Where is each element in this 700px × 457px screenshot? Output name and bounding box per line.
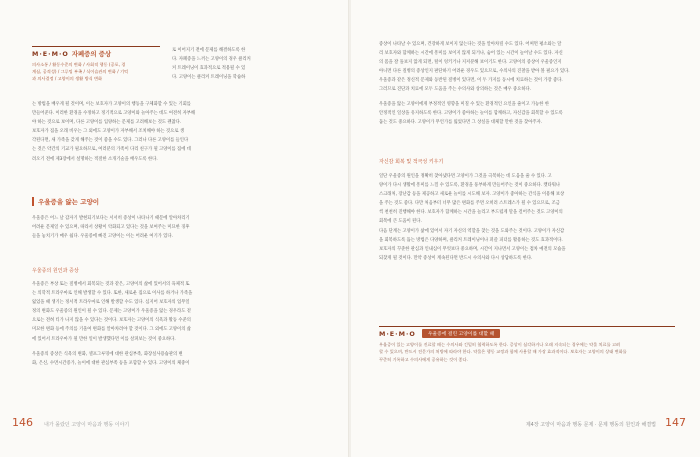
- body-line: 들을 놓치기가 매우 쉽다. 우울증에 빠진 고양이는 이는 어려운 여기가 있다.: [32, 234, 173, 240]
- body-line: 야 하는 것으로 보이며, 다른 고양이를 입양하는 문제를 고려해보는 것도 괜찮다.: [32, 120, 182, 126]
- body-top-right: [172, 46, 324, 82]
- body-line: 정의 변화도 우울증의 원인이 될 수 있다. 문제는 고양이가 우울증을 앓는 경우라도 겉: [32, 309, 191, 315]
- body-line: 우울증을 앓는 고양이에게 부정적인 영향을 미칠 수 있는 환경적인 요인을 줄이고 가능한 한: [379, 102, 549, 107]
- body-line: 커 트레이닝이 효과적으로 적용될 수 있: [172, 66, 246, 72]
- body-mid: [379, 100, 675, 127]
- body-line: 일단 우울증의 원인을 정확히 찾아냈다면 고양이가 그것을 극복하는 데 도움을 줄 수 있다. 고: [379, 174, 552, 179]
- body-line: 는 것은 약간의 기교가 필요하므로, 여러분의 가족이 다리 친구가 될 고양이를 집에 데: [32, 147, 191, 153]
- body-line: 우울증은 어느 날 갑자기 발현되기보다는 서서히 증상이 나타나기 때문에 알아차리기: [32, 216, 190, 221]
- body-line: 로 이어지기 전에 문제를 해결하도록 한: [172, 48, 246, 53]
- body-line: 리 보호자와 함께하는 시간에 흥미를 보이지 않게 되거나, 숨어 있는 시간이 늘어날 수도 있다. 자신: [379, 51, 563, 57]
- body-line: 보호자의 꾸준한 관심과 인내심이 무엇보다 중요하며, 시간이 지나면서 고양이는 점차 예전의 모습을: [379, 246, 566, 252]
- body-line: 그러므로 진단과 치료에 모두 도움을 주는 수의사와 상의하는 것은 매우 중요하다.: [379, 87, 531, 93]
- section-marker: [32, 197, 34, 206]
- memo-line: 할 수 있으며, 반드시 전문가의 처방에 따라야 한다. 약물은 행동 교정과 함께 사용할 때 가장 효과적이다. 보호자는 고양이의 상태 변화를: [379, 349, 627, 355]
- memo-header: [32, 49, 160, 58]
- cause-body: [32, 280, 324, 344]
- body-line: 각된다면, 새 가족을 갖게 해주는 것이 좋을 수도 있다. 그러나 다른 고양이를 들인다: [32, 138, 189, 144]
- body-line: 회복에 큰 도움이 된다.: [379, 219, 422, 225]
- right-page: [351, 0, 700, 457]
- memo-header-row: [379, 329, 675, 338]
- body-line: 우울증의 증상은 식욕의 변화, 셀프그루밍에 대한 관심부족, 화장실사용습관의 변: [32, 352, 183, 357]
- footer-left: 내가 몰랐던 고양이 마음과 행동 이야기: [44, 422, 130, 428]
- memo-line: 꾸준히 기록하고 수의사에게 공유하는 것이 좋다.: [379, 356, 468, 362]
- body-line: 에 있어서 트라우마가 될 만한 일이 발생했다면 이를 살펴보는 것이 중요하다.: [32, 336, 176, 342]
- body-line: 어려운 문제일 수 있으며, 따라서 상황이 악화되고 있다는 것을 보여주는 미묘한 징후: [32, 225, 190, 231]
- body-line: 으로는 전혀 티가 나지 않을 수 있다는 것이다. 보호자는 고양이의 식욕과 활동 수준의: [32, 318, 191, 324]
- page-number-left: 146: [12, 416, 33, 429]
- body-line: 만들어준다. 이러한 환경을 수정하고 정기적으로 고양이와 놀아주는 데도 여전히 자부해: [32, 111, 196, 117]
- body-main: [32, 100, 324, 164]
- memo-label: M·E·M·O: [32, 50, 69, 58]
- body-line: 는 의학적 트라우마로 인해 발생할 수 있다. 또한, 새로운 집으로 이사를 하거나 가족을: [32, 291, 193, 297]
- memo-box-right: [379, 326, 675, 379]
- left-page: [0, 0, 349, 457]
- memo-line: 과 의사결정 / 고양이의 생활 방식 변화: [32, 76, 103, 82]
- footer-right: 제4장 고양이 마음과 행동 문제 · 문제 행동의 원인과 해결법: [525, 422, 656, 428]
- body-line: 아니면 다른 질병의 증상인지 판단하기 어려운 경우도 있으므로, 수의사의 진찰을 받아 볼 필요가 있다.: [379, 69, 570, 75]
- body-line: 다음 단계는 고양이가 삶에 있어서 자기 자신의 역할을 찾는 것을 도와주는 것이다. 고양이가 자신감: [379, 228, 565, 234]
- subhead-confidence: 자신감 회복 및 적극성 키우기: [379, 159, 444, 165]
- body-line: 잃었을 때 생기는 정서적 트라우마로 인해 발생할 수도 있다. 심지어 보호자의 업무일: [32, 300, 190, 306]
- body-line: 우울증과 같은 정신적 문제와 동반된 질병이 있다면, 이 두 가지를 동시에 치료하는 것이 가장 좋다.: [379, 78, 563, 84]
- body-line: 되찾게 될 것이다. 만약 증상이 계속된다면 반드시 수의사와 다시 상담하도록 한다.: [379, 255, 533, 261]
- body-line: 씩 천천히 진행해야 한다. 보호자가 함께하는 시간을 늘리고 부드럽게 말을 걸어주는 것도 고양이의: [379, 210, 563, 216]
- subhead-cause: 우울증의 원인과 증상: [32, 268, 79, 274]
- body-line: 다. 고양이는 클리커 트레이닝을 학습하: [172, 75, 246, 81]
- body-line: 다. 자폐증을 느끼는 고양이의 경우 클리커: [172, 57, 251, 63]
- body-line: 는 방법을 배우게 될 것이며, 이는 보호자가 고양이의 행동을 구체화할 수 있는 기회를: [32, 102, 191, 107]
- body-section: [379, 172, 675, 263]
- memo-title: 자폐증의 증상: [71, 50, 112, 58]
- body-line: 미묘한 변화 등에 주의를 기울여 변화를 알아차려야 할 것이다. 그 외에도 고양이의 삶: [32, 327, 191, 333]
- memo-line: 우울증이 있는 고양이를 진료할 때는 수의사와 긴밀히 협력하도록 한다. 증상이 심각하거나 오래 지속되는 경우에는 약물 치료를 고려: [379, 342, 621, 347]
- memo-lines: [32, 61, 160, 82]
- body-line: 증상이 나타날 수 있으며, 건강하게 보이지 않는다는 것을 알아차릴 수도 있다. 어쩌면 평소와는 달: [379, 42, 562, 47]
- cause-body-2: [32, 350, 324, 368]
- memo-lines: [379, 341, 675, 363]
- memo-line: 계심, 공격성) / 그루밍 부족 / 식이습관의 변화 / 기억: [32, 69, 129, 75]
- body-line: 려오기 전에 제3장에서 설명하는 적절한 소개기술을 배우도록 한다.: [32, 156, 158, 162]
- body-line: 을 주는 것도 좋다. 다만 처음부터 너무 많은 변화를 주면 오히려 스트레스가 될 수 있으므로, 조금: [379, 201, 560, 207]
- body-line: 양이가 다시 생활에 흥미를 느낄 수 있도록, 환경을 풍부하게 만들어주는 것이 중요하다. 캣타워나: [379, 183, 560, 189]
- body-top: [379, 40, 675, 95]
- body-line: 화, 은신, 수면시간증가, 놀이에 대한 관심부족 등을 포함할 수 있다. 고양이의 체중이: [32, 361, 190, 367]
- body-line: 안정적인 일상을 유지하도록 한다. 고양이가 좋아하는 놀이를 함께하고, 자신감을 회복할 수 있도록: [379, 111, 563, 117]
- body-line: 스크래처, 장난감 등을 제공하고 새로운 놀이를 시도해 보자. 고양이가 좋아하는 간식을 이용해 보상: [379, 192, 565, 198]
- body-line: 보호자가 집을 오래 비우는 그 외에도 고양이가 자부해서 조치해야 하는 것으로 생: [32, 129, 184, 135]
- body-line: 의 몸을 잘 돌보지 않게 되면, 털이 엉키거나 지저분해 보이기도 한다. 고양이의 증상이 우울증인지: [379, 60, 562, 66]
- page-number-right: 147: [665, 416, 686, 429]
- body-line: 우울증은 부상 또는 질병에서 회복되는 것과 같은, 고양이의 삶에 있어서의 육체적 또: [32, 282, 190, 287]
- memo-title-pill: 우울증에 걸린 고양이를 대할 때: [422, 329, 500, 338]
- section-heading: 우울증을 앓는 고양이: [38, 198, 100, 206]
- body-line: 을 회복하도록 돕는 방법은 다양하며, 클리커 트레이닝이나 퍼즐 피더를 활용하는 것도 효과적이다.: [379, 237, 563, 243]
- body-line: 돕는 것도 중요하다. 고양이가 무언가를 잃었다면 그 상실을 대체할 만한 것을 찾아주자.: [379, 120, 543, 126]
- memo-box-left: [32, 46, 160, 99]
- memo-line: 의사소통 / 활동수준의 변화 / 사회적 행동 (공포, 경: [32, 62, 126, 67]
- section-body: [32, 214, 324, 241]
- memo-label: M·E·M·O: [379, 329, 416, 338]
